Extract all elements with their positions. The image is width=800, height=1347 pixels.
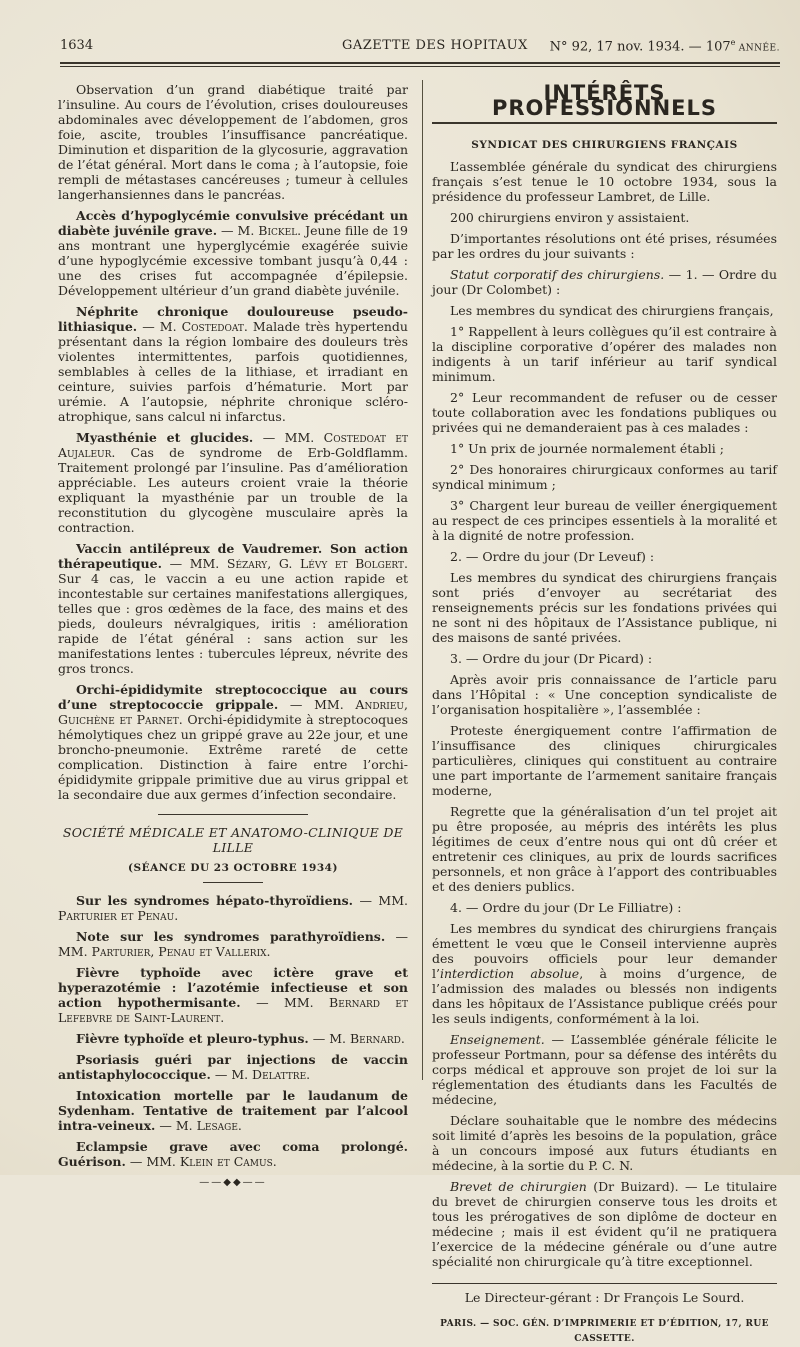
abstract-title: Orchi-épididymite streptococcique au cours d’une streptococcie grippale.: [58, 682, 408, 712]
abstract-authors: MM. Andrieu, Guichène et Parnet.: [58, 697, 408, 727]
abstract-body: Malade très hypertendu présentant dans la région lombaire des douleurs très violentes intermittentes, parfois quotidiennes, semblables à celles de la lithiase, et irradiant en ceinture, suivies parfois d’hématurie. Mort par urémie. A l’autopsie, néphrite chronique scléro-atrophique, sans calcul ni infarctus.: [58, 319, 408, 424]
issue-year-label: ANNÉE.: [735, 43, 780, 54]
right-column: [432, 82, 777, 1347]
paragraph: Les membres du syndicat des chirurgiens français,: [450, 303, 774, 318]
communication-authors: MM. Bernard et Lefebvre de Saint-Laurent.: [58, 995, 408, 1025]
abstract-myasthenie: Myasthénie et glucides. — MM. Costedoat et Aujaleur. Cas de syndrome de Erb-Goldflamm. Traitement prolongé par l’insuline. Pas d’amélioration appréciable. Les auteurs croient vraie la théorie expliquant la myasthénie par un trouble de la reconstitution du glycogène musculaire après la contraction.: [58, 430, 408, 535]
communication-title: Sur les syndromes hépato-thyroïdiens.: [76, 893, 354, 908]
enseignement-paragraph: [432, 1032, 777, 1107]
paragraph: 2° Leur recommandent de refuser ou de cesser toute collaboration avec les fondations publiques ou privées qui ne demanderaient pas à ces malades :: [432, 390, 777, 435]
abstract-title: Vaccin antilépreux de Vaudremer. Son action thérapeutique.: [58, 541, 408, 571]
ordre-du-jour-3: 3. — Ordre du jour (Dr Picard) :: [450, 651, 653, 666]
end-ornament: ——◆◆——: [199, 1177, 267, 1188]
abstract-authors: MM. Sézary, G. Lévy et Bolgert.: [189, 556, 409, 571]
communication-title: Fièvre typhoïde avec ictère grave et hyperazotémie : l’azotémie infectieuse et son action hypothermisante.: [58, 965, 408, 1010]
abstract-authors: M. Bickel.: [237, 223, 302, 238]
subheading: Brevet de chirurgien: [450, 1179, 587, 1194]
column-divider: [422, 80, 423, 1080]
communication-item: Sur les syndromes hépato-thyroïdiens. — MM. Parturier et Penau.: [58, 893, 408, 923]
page-header: [60, 36, 780, 60]
abstract-nephrite: Néphrite chronique douloureuse pseudo-lithiasique. — M. Costedoat. Malade très hypertendu présentant dans la région lombaire des douleurs très violentes intermittentes, parfois quotidiennes, semblables à celles de la lithiase, et irradiant en ceinture, suivies parfois d’hématurie. Mort par urémie. A l’autopsie, néphrite chronique scléro-atrophique, sans calcul ni infarctus.: [58, 304, 408, 424]
paragraph: L’assemblée générale du syndicat des chirurgiens français s’est tenue le 10 octobre 1934, sous la présidence du professeur Lambret, de Lille.: [432, 159, 777, 204]
communication-item: Note sur les syndromes parathyroïdiens. — MM. Parturier, Penau et Vallerix.: [58, 929, 408, 959]
paragraph: 3° Chargent leur bureau de veiller énergiquement au respect de ces principes essentiels à la moralité et à la dignité de notre profession.: [432, 498, 777, 543]
ordre-text: — 1. — Ordre du jour (Dr Colombet) :: [432, 267, 777, 297]
syndicat-heading: SYNDICAT DES CHIRURGIENS FRANÇAIS: [471, 139, 738, 151]
communication-authors: M. Lesage.: [175, 1118, 242, 1133]
issue-date: N° 92, 17 nov. 1934. — 107: [549, 39, 731, 55]
abstract-vaccin: Vaccin antilépreux de Vaudremer. Son action thérapeutique. — MM. Sézary, G. Lévy et Bolgert. Sur 4 cas, le vaccin a eu une action rapide et incontestable sur certaines manifestations allergiques, telles que : gros œdèmes de la face, des mains et des pieds, douleurs névralgiques, iritis : amélioration rapide de l’état général : sans action sur les manifestations lentes : tubercules lépreux, névrite des gros troncs.: [58, 541, 409, 676]
heading-rule: [432, 122, 777, 124]
communication-item: Eclampsie grave avec coma prolongé. Guérison. — MM. Klein et Camus.: [58, 1139, 408, 1169]
section-title: SOCIÉTÉ MÉDICALE ET ANATOMO-CLINIQUE DE LILLE: [62, 825, 404, 855]
communication-title: Fièvre typhoïde et pleuro-typhus.: [76, 1031, 309, 1046]
header-rule-thin: [60, 66, 780, 67]
issue-info: [550, 38, 780, 54]
header-rule: [60, 62, 780, 64]
section-subtitle: (SÉANCE DU 23 OCTOBRE 1934): [128, 862, 338, 874]
communication-authors: M. Bernard.: [329, 1031, 405, 1046]
brevet-paragraph: [432, 1179, 777, 1269]
ordre-title: Statut corporatif des chirurgiens.: [450, 267, 665, 282]
printer-imprint: PARIS. — SOC. GÉN. D’IMPRIMERIE ET D’ÉDITION, 17, RUE CASSETTE.: [440, 1319, 769, 1344]
section-heading: INTÉRÊTS PROFESSIONNELS: [491, 81, 718, 120]
communication-title: Eclampsie grave avec coma prolongé. Guérison.: [58, 1139, 408, 1169]
paragraph: 1° Un prix de journée normalement établi ;: [450, 441, 724, 456]
abstract-body: Jeune fille de 19 ans montrant une hyperglycémie exagérée suivie d’une hypoglycémie excessive tombant jusqu’à 0,44 : une des crises fut accompagnée d’épilepsie. Développement ultérieur d’un grand diabète juvénile.: [58, 223, 409, 298]
abstract-diabete-insuline: Observation d’un grand diabétique traité par l’insuline. Au cours de l’évolution, crises douloureuses abdominales avec développement de l’abdomen, gros foie, ascite, troubles l’insuffisance pancréatique. Diminution et disparition de la glycosurie, aggravation de l’état général. Mort dans le coma ; à l’autopsie, foie rempli de métastases cancéreuses ; tumeur à cellules langerhansiennes dans le pancréas.: [58, 82, 408, 202]
ordre-du-jour-4: 4. — Ordre du jour (Dr Le Filliatre) :: [450, 900, 682, 915]
abstract-authors: M. Costedoat.: [159, 319, 248, 334]
ordre-du-jour-2: 2. — Ordre du jour (Dr Leveuf) :: [450, 549, 655, 564]
section-separator-small: [203, 882, 263, 883]
abstract-hypoglycemie: Accès d’hypoglycémie convulsive précédant un diabète juvénile grave. — M. Bickel. Jeune fille de 19 ans montrant une hyperglycémie exagérée suivie d’une hypoglycémie excessive tombant jusqu’à 0,44 : une des crises fut accompagnée d’épilepsie. Développement ultérieur d’un grand diabète juvénile.: [58, 208, 409, 298]
page-number: 1634: [60, 38, 94, 53]
journal-title: GAZETTE DES HOPITAUX: [342, 38, 528, 53]
abstract-body: Orchi-épididymite à streptocoques hémolytiques chez un grippé grave au 22e jour, et une broncho-pneumonie. Extrême rareté de cette complication. Distinction à faire entre l’orchi-épididymite grippale primitive due au virus grippal et la secondaire due aux germes d’infection secondaire.: [58, 712, 408, 802]
abstract-title: Accès d’hypoglycémie convulsive précédant un diabète juvénile grave.: [58, 208, 408, 238]
paragraph: 2° Des honoraires chirurgicaux conformes au tarif syndical minimum ;: [432, 462, 777, 492]
paragraph: Les membres du syndicat des chirurgiens français sont priés d’envoyer au secrétariat des renseignements précis sur les fondations privées qui ne sont ni des hôpitaux de l’Assistance publique, ni des maisons de santé privées.: [432, 570, 777, 645]
communication-item: Fièvre typhoïde et pleuro-typhus. — M. Bernard.: [76, 1031, 405, 1046]
communication-authors: MM. Klein et Camus.: [146, 1154, 277, 1169]
paragraph: 1° Rappellent à leurs collègues qu’il est contraire à la discipline corporative d’opérer des malades non indigents à un tarif inférieur au tarif syndical minimum.: [432, 324, 777, 384]
left-column: [58, 82, 408, 1190]
communication-title: Intoxication mortelle par le laudanum de Sydenham. Tentative de traitement par l’alcool intra-veineux.: [58, 1088, 408, 1133]
paragraph: 200 chirurgiens environ y assistaient.: [450, 210, 690, 225]
abstract-orchi: Orchi-épididymite streptococcique au cours d’une streptococcie grippale. — MM. Andrieu, Guichène et Parnet. Orchi-épididymite à streptocoques hémolytiques chez un grippé grave au 22e jour, et une broncho-pneumonie. Extrême rareté de cette complication. Distinction à faire entre l’orchi-épididymite grippale primitive due au virus grippal et la secondaire due aux germes d’infection secondaire.: [58, 682, 408, 802]
paragraph: D’importantes résolutions ont été prises, résumées par les ordres du jour suivants :: [432, 231, 777, 261]
paragraph: Proteste énergiquement contre l’affirmation de l’insuffisance des cliniques chirurgicales particulières, cliniques qui constituent au contraire une part importante de l’armement sanitaire français moderne,: [432, 723, 777, 798]
director-signature: Le Directeur-gérant : Dr François Le Sourd.: [432, 1283, 777, 1305]
abstract-body: Cas de syndrome de Erb-Goldflamm. Traitement prolongé par l’insuline. Pas d’amélioration appréciable. Les auteurs croient vraie la théorie expliquant la myasthénie par un trouble de la reconstitution du glycogène musculaire après la contraction.: [58, 445, 408, 535]
text-part: — L’assemblée générale félicite le professeur Portmann, pour sa défense des intérêts du corps médical et approuve son projet de loi sur la réglementation des étudiants dans les Facultés de médecine,: [432, 1032, 777, 1107]
issue-sup: e: [730, 38, 736, 47]
text-part: , à moins d’urgence, de l’admission des malades ou blessés non indigents dans les hôpitaux de l’Assistance publique créés pour les seuls indigents, conformément à la loi.: [432, 966, 777, 1026]
text-part: (Dr Buizard). — Le titulaire du brevet de chirurgien conserve tous les droits et tous les prérogatives de son diplôme de docteur en médecine ; mais il est évident qu’il ne pratiquera l’exercice de la médecine générale ou d’une autre spécialité non chirurgicale qu’à titre exceptionnel.: [432, 1179, 777, 1269]
abstract-title: Myasthénie et glucides.: [76, 430, 254, 445]
communication-authors: MM. Parturier, Penau et Vallerix.: [58, 944, 271, 959]
communication-item: Psoriasis guéri par injections de vaccin antistaphylococcique. — M. Delattre.: [58, 1052, 408, 1082]
paragraph: Regrette que la généralisation d’un tel projet ait pu être proposée, au mépris des intérêts les plus légitimes de ceux d’entre nous qui ont dû créer et entretenir ces cliniques, au prix de lourds sacrifices personnels, et non grâce à l’apport des contribuables et des deniers publics.: [432, 804, 777, 894]
communication-item: Intoxication mortelle par le laudanum de Sydenham. Tentative de traitement par l’alcool intra-veineux. — M. Lesage.: [58, 1088, 408, 1133]
section-separator: [158, 814, 308, 815]
paragraph: [432, 921, 777, 1026]
ordre-du-jour-1: [432, 267, 777, 297]
paragraph: Après avoir pris connaissance de l’article paru dans l’Hôpital : « Une conception syndicaliste de l’organisation hospitalière », l’assemblée :: [432, 672, 777, 717]
communication-title: Note sur les syndromes parathyroïdiens.: [76, 929, 386, 944]
abstract-authors: MM. Costedoat et Aujaleur.: [58, 430, 408, 460]
communication-title: Psoriasis guéri par injections de vaccin antistaphylococcique.: [58, 1052, 408, 1082]
communication-authors: MM. Parturier et Penau.: [58, 893, 408, 923]
abstract-title: Néphrite chronique douloureuse pseudo-lithiasique.: [58, 304, 408, 334]
communication-authors: M. Delattre.: [231, 1067, 311, 1082]
text-emphasis: interdiction absolue: [439, 966, 580, 981]
communication-item: Fièvre typhoïde avec ictère grave et hyperazotémie : l’azotémie infectieuse et son action hypothermisante. — MM. Bernard et Lefebvre de Saint-Laurent.: [58, 965, 408, 1025]
paragraph: Déclare souhaitable que le nombre des médecins soit limité d’après les besoins de la population, grâce à un concours imposé aux futurs étudiants en médecine, à la sortie du P. C. N.: [432, 1113, 777, 1173]
text-part: Les membres du syndicat des chirurgiens français émettent le vœu que le Conseil intervienne auprès des pouvoirs officiels pour leur demander l’: [432, 921, 777, 981]
subheading: Enseignement.: [450, 1032, 545, 1047]
abstract-body: Sur 4 cas, le vaccin a eu une action rapide et incontestable sur certaines manifestations allergiques, telles que : gros œdèmes de la face, des mains et des pieds, douleurs névralgiques, iritis : amélioration rapide de l’état général : sans action sur les manifestations lentes : tubercules lépreux, névrite des gros troncs.: [58, 571, 408, 676]
